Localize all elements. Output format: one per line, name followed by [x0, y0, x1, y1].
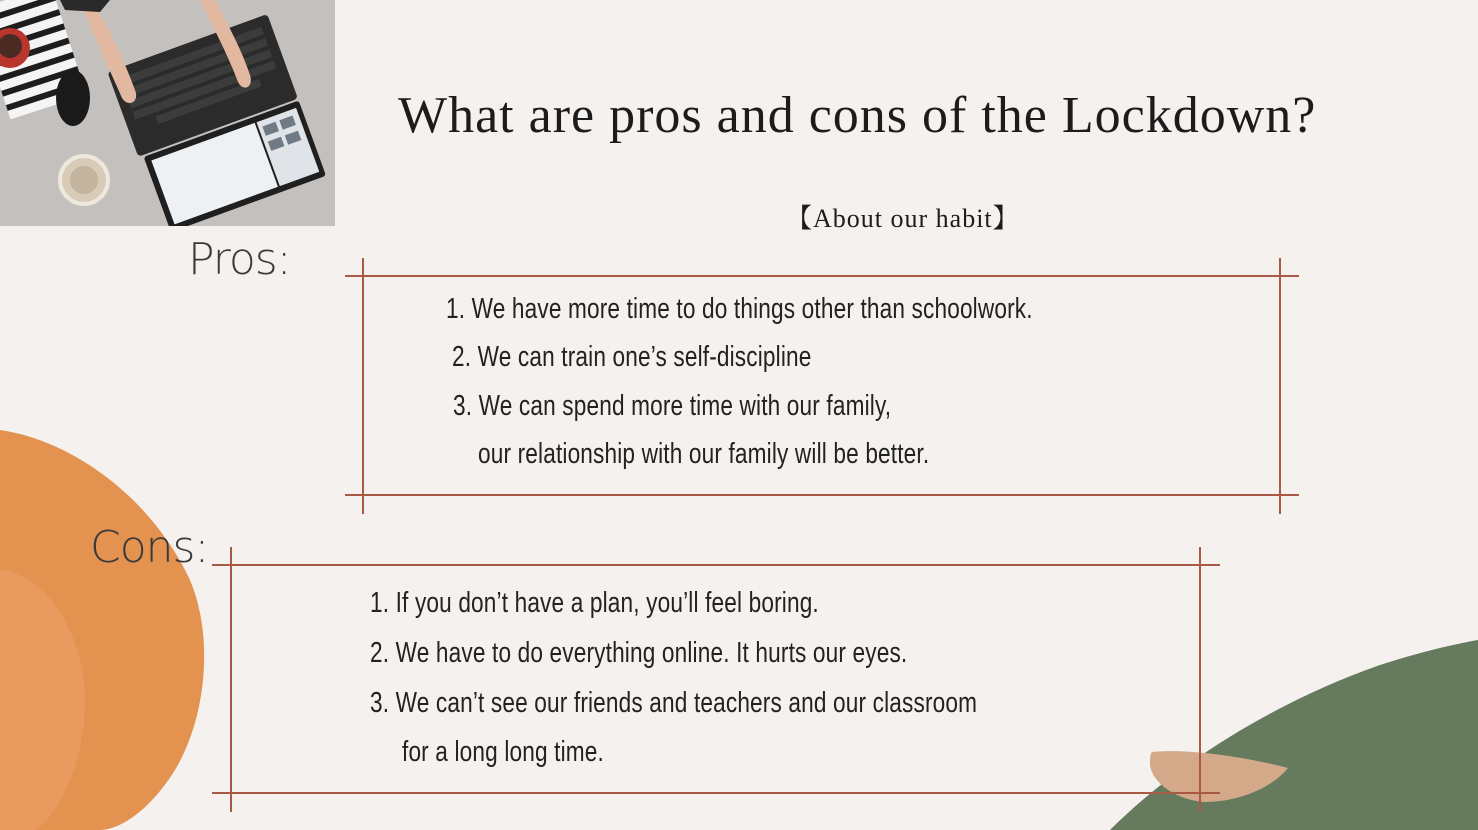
- cons-frame-bottom-line: [212, 792, 1220, 794]
- laptop-photo-image: [0, 0, 335, 226]
- pros-item-3-continued: our relationship with our family will be better.: [478, 438, 930, 470]
- cons-item-2: 2. We have to do everything online. It hurts our eyes.: [370, 637, 908, 669]
- pros-frame-top-line: [345, 275, 1299, 277]
- green-shape: [1110, 640, 1478, 830]
- pros-heading: Pros:: [188, 234, 291, 285]
- pros-item-2: 2. We can train one’s self-discipline: [452, 341, 812, 373]
- cons-frame-right-line: [1199, 547, 1201, 812]
- cons-frame-left-line: [230, 547, 232, 812]
- laptop-photo: [0, 0, 335, 226]
- cons-heading: Cons:: [90, 522, 209, 573]
- cons-item-3: 3. We can’t see our friends and teachers and our classroom: [370, 687, 978, 719]
- pros-frame-bottom-line: [345, 494, 1299, 496]
- cons-item-1: 1. If you don’t have a plan, you’ll feel boring.: [370, 587, 819, 619]
- cons-item-3-continued: for a long long time.: [402, 736, 604, 768]
- cons-frame-top-line: [212, 564, 1220, 566]
- pros-item-3: 3. We can spend more time with our family,: [453, 390, 892, 422]
- slide-title: What are pros and cons of the Lockdown?: [398, 87, 1317, 144]
- pros-frame-right-line: [1279, 258, 1281, 514]
- pros-frame-left-line: [362, 258, 364, 514]
- pros-item-1: 1. We have more time to do things other than schoolwork.: [446, 293, 1033, 325]
- slide-subtitle: 【About our habit】: [786, 204, 1020, 233]
